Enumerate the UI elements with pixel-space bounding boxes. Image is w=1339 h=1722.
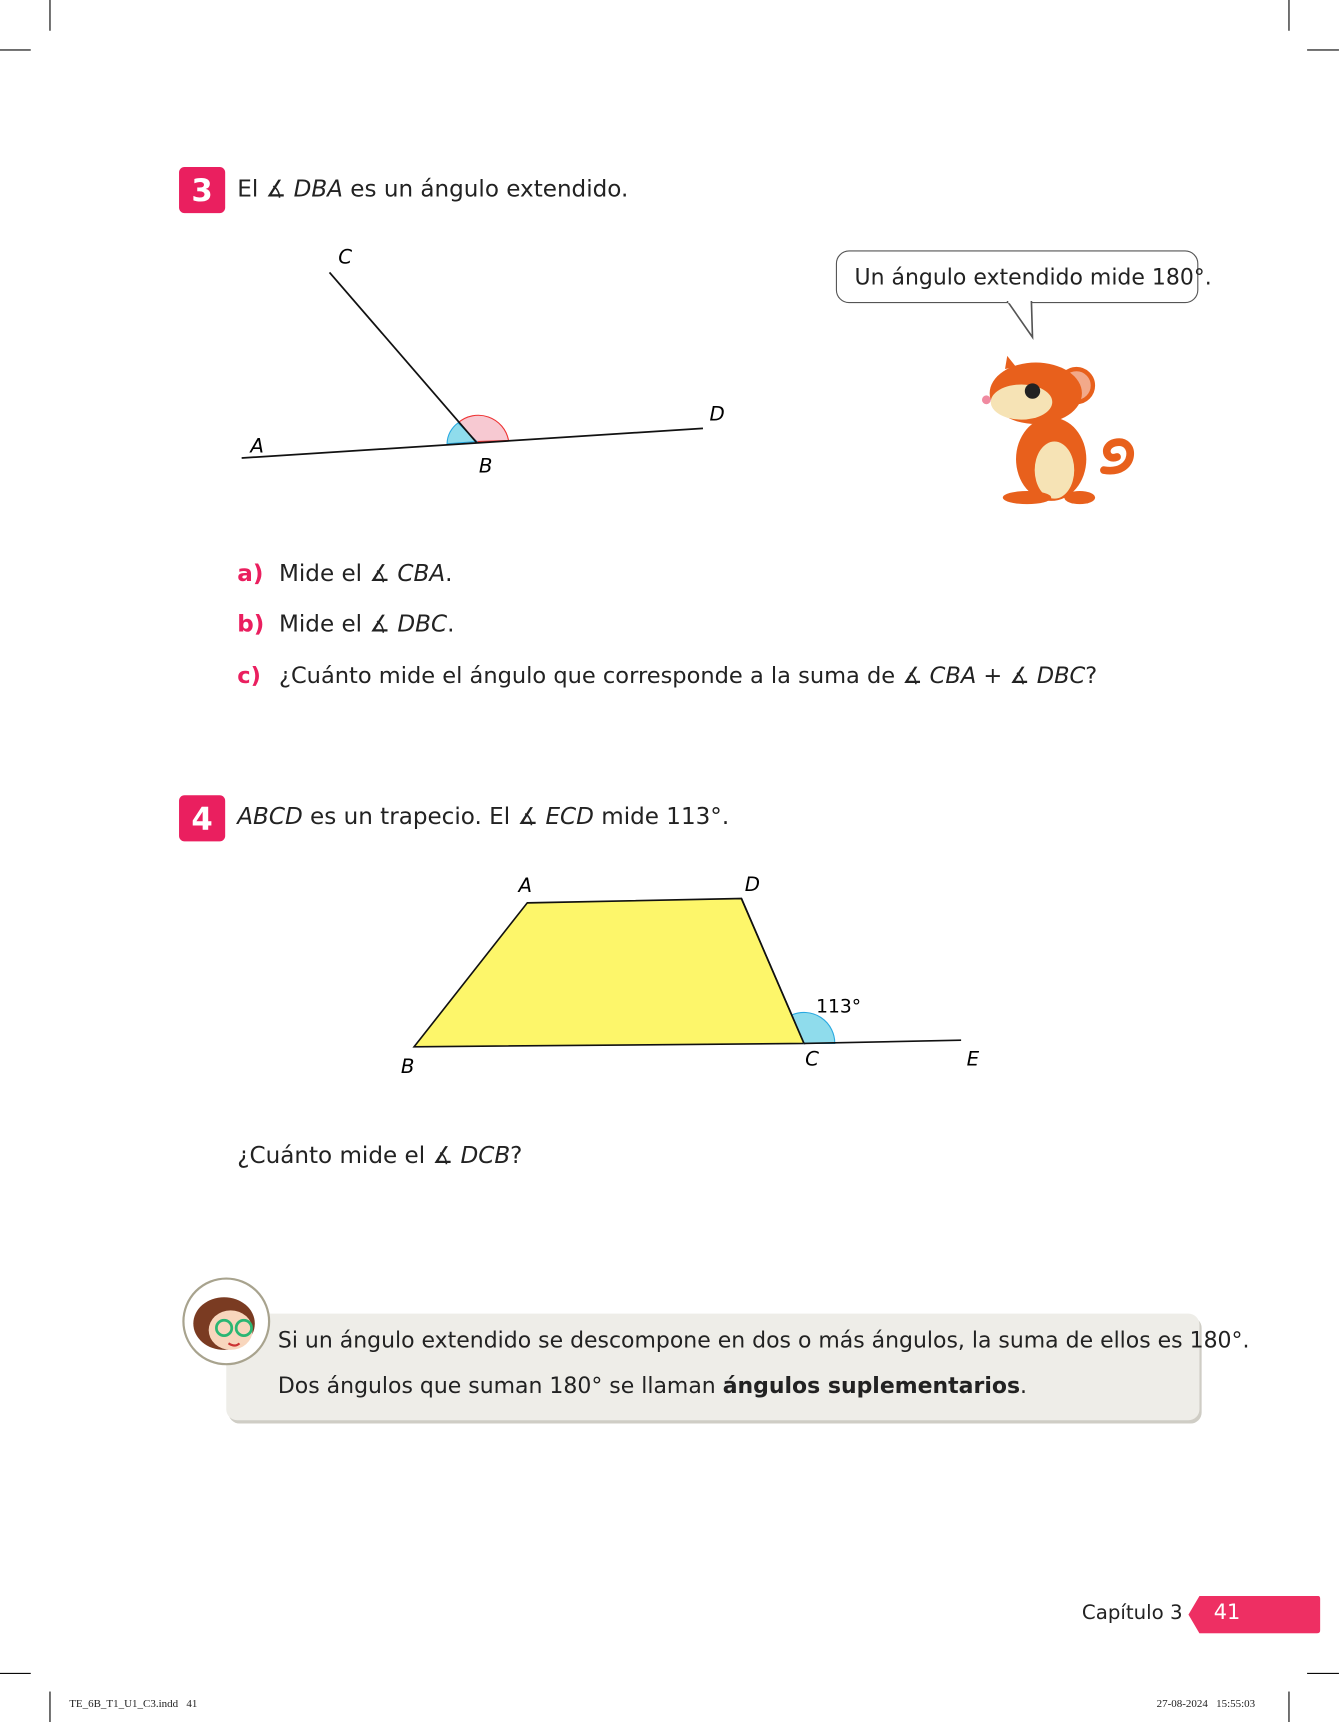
point-b-label: B bbox=[400, 1055, 415, 1079]
crop-mark bbox=[1288, 1692, 1289, 1722]
note-line-2: Dos ángulos que suman 180° se llaman ángulos suplementarios. bbox=[277, 1371, 1028, 1399]
point-a-label: A bbox=[250, 434, 264, 458]
speech-bubble-tail bbox=[1005, 301, 1038, 341]
file-slug: TE_6B_T1_U1_C3.indd 41 bbox=[69, 1698, 198, 1711]
question-b: b) Mide el ∡ DBC. bbox=[237, 610, 455, 638]
crop-mark bbox=[1307, 49, 1339, 50]
crop-mark bbox=[49, 0, 50, 31]
angle-value-label: 113° bbox=[816, 996, 862, 1018]
point-d-label: D bbox=[709, 402, 725, 426]
trapezoid-diagram bbox=[384, 868, 999, 1088]
question-a: a) Mide el ∡ CBA. bbox=[237, 560, 453, 587]
teacher-avatar bbox=[182, 1277, 270, 1365]
exercise-number-4: 4 bbox=[179, 795, 225, 841]
point-b-label: B bbox=[478, 454, 493, 478]
crop-mark bbox=[0, 1673, 31, 1674]
crop-mark bbox=[0, 49, 31, 50]
point-d-label: D bbox=[744, 872, 760, 896]
crop-mark bbox=[1307, 1673, 1339, 1674]
angle-diagram-dba bbox=[220, 231, 769, 495]
exercise-number-3: 3 bbox=[179, 167, 225, 213]
point-a-label: A bbox=[518, 873, 532, 897]
trapezoid-abcd bbox=[414, 898, 804, 1046]
exercise-3-title: El ∡ DBA es un ángulo extendido. bbox=[237, 175, 629, 203]
print-timestamp: 27-08-2024 15:55:03 bbox=[1156, 1698, 1256, 1711]
point-c-label: C bbox=[338, 245, 353, 269]
speech-bubble bbox=[836, 250, 1212, 303]
speech-bubble-text: Un ángulo extendido mide 180°. bbox=[854, 263, 1212, 290]
page-number-tab bbox=[1188, 1596, 1320, 1633]
point-c-label: C bbox=[805, 1047, 819, 1071]
ray-bc bbox=[330, 272, 477, 442]
info-note-box bbox=[226, 1314, 1250, 1421]
question-dcb: ¿Cuánto mide el ∡ DCB? bbox=[237, 1142, 523, 1169]
crop-mark bbox=[49, 1692, 50, 1722]
chapter-label: Capítulo 3 bbox=[1081, 1601, 1183, 1625]
page-number: 41 bbox=[1213, 1600, 1241, 1625]
note-line-1: Si un ángulo extendido se descompone en dos o más ángulos, la suma de ellos es 180°. bbox=[277, 1326, 1250, 1354]
exercise-4-title: ABCD es un trapecio. El ∡ ECD mide 113°. bbox=[237, 802, 730, 830]
question-c: c) ¿Cuánto mide el ángulo que corresponde a la suma de ∡ CBA + ∡ DBC? bbox=[237, 662, 1098, 689]
monkey-mascot-illustration bbox=[972, 349, 1142, 508]
crop-mark bbox=[1288, 0, 1289, 31]
point-e-label: E bbox=[966, 1047, 980, 1071]
